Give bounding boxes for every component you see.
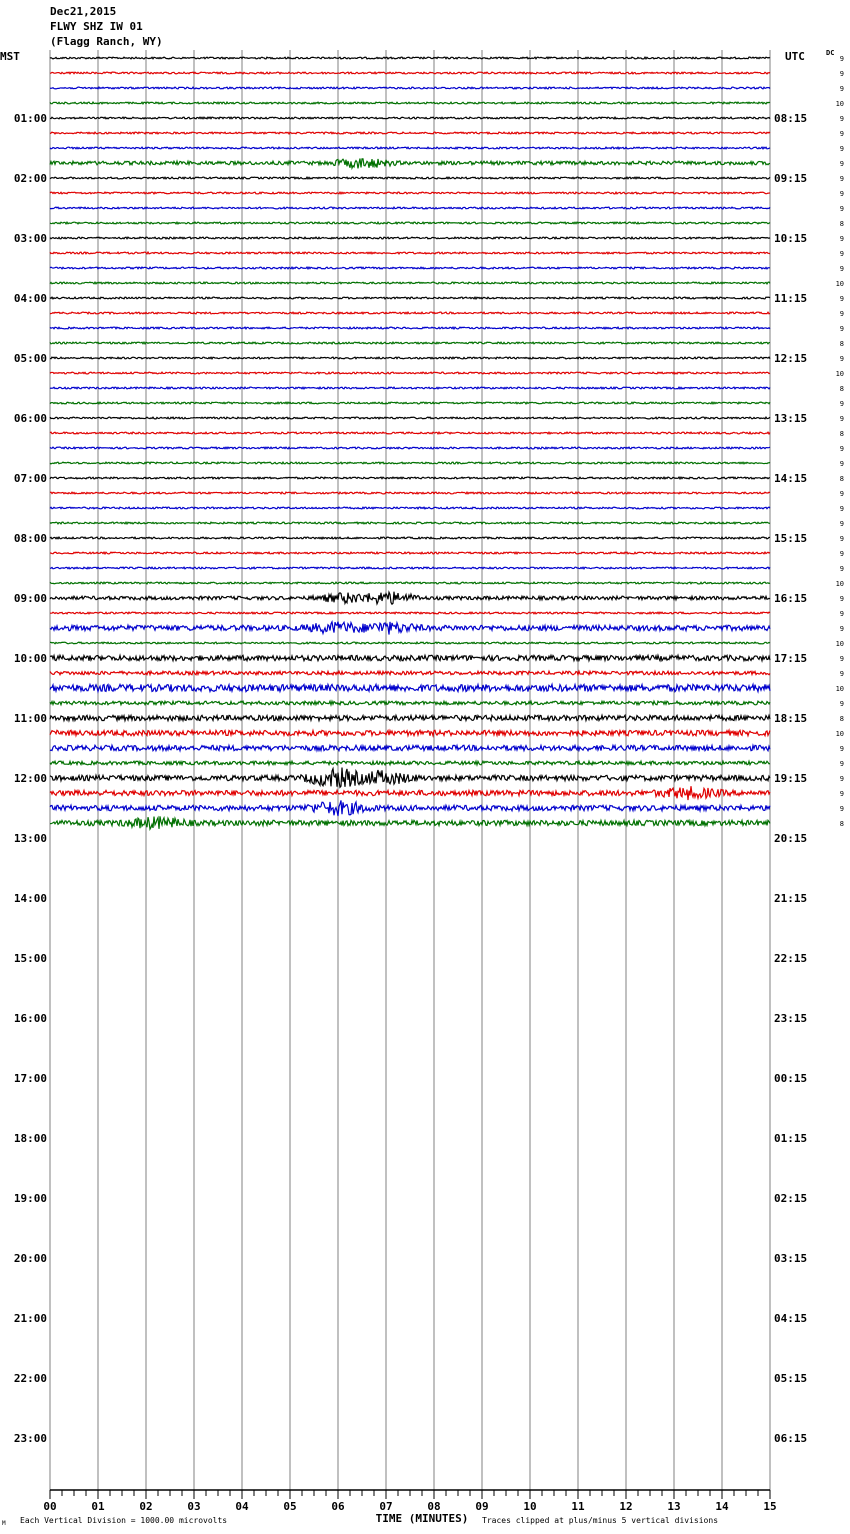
trace-38 [50, 622, 770, 635]
dc-offset-value: 9 [839, 775, 844, 783]
dc-offset-value: 10 [835, 640, 844, 648]
trace-9 [50, 192, 770, 194]
trace-22 [50, 387, 770, 389]
trace-5 [50, 132, 770, 134]
dc-offset-value: 9 [839, 790, 844, 798]
dc-offset-value: 10 [835, 370, 844, 378]
right-hour-label: 10:15 [774, 232, 808, 245]
trace-39 [50, 642, 770, 644]
dc-offset-value: 9 [839, 670, 844, 678]
dc-offset-value: 9 [839, 265, 844, 273]
dc-offset-value: 9 [839, 805, 844, 813]
left-hour-label: 07:00 [13, 472, 47, 485]
right-hour-label: 14:15 [774, 472, 808, 485]
dc-offset-value: 9 [839, 595, 844, 603]
minute-grid [50, 50, 770, 1490]
x-tick-label: 09 [475, 1500, 489, 1513]
trace-49 [50, 786, 770, 800]
left-hour-label: 16:00 [13, 1012, 47, 1025]
dc-offset-value: 8 [839, 220, 844, 228]
left-hour-label: 01:00 [13, 112, 47, 125]
trace-13 [50, 252, 770, 254]
trace-46 [50, 745, 770, 750]
left-hour-labels [14, 112, 47, 1445]
trace-42 [50, 684, 770, 691]
left-hour-label: 06:00 [13, 412, 47, 425]
right-hour-label: 19:15 [774, 772, 808, 785]
x-tick-label: 02 [139, 1500, 153, 1513]
dc-offset-value: 9 [839, 565, 844, 573]
dc-offset-value: 9 [839, 205, 844, 213]
right-hour-label: 00:15 [774, 1072, 808, 1085]
x-tick-label: 05 [283, 1500, 297, 1513]
trace-50 [50, 800, 770, 816]
left-hour-label: 18:00 [13, 1132, 47, 1145]
dc-offset-value: 8 [839, 475, 844, 483]
trace-12 [50, 237, 770, 239]
trace-51 [50, 816, 770, 829]
right-hour-label: 13:15 [774, 412, 808, 425]
dc-offset-value: 9 [839, 145, 844, 153]
x-tick-label: 10 [523, 1500, 537, 1513]
trace-1 [50, 72, 770, 74]
x-tick-label: 14 [715, 1500, 729, 1513]
dc-offset-value: 9 [839, 190, 844, 198]
dc-offset-value: 9 [839, 490, 844, 498]
right-hour-label: 16:15 [774, 592, 808, 605]
right-hour-label: 22:15 [774, 952, 808, 965]
left-hour-label: 03:00 [13, 232, 47, 245]
trace-layer [50, 57, 770, 829]
dc-offset-value: 9 [839, 400, 844, 408]
right-hour-label: 18:15 [774, 712, 808, 725]
trace-23 [50, 402, 770, 404]
dc-offset-value: 8 [839, 715, 844, 723]
dc-offset-labels [836, 55, 844, 828]
right-hour-label: 12:15 [774, 352, 808, 365]
dc-offset-value: 9 [839, 700, 844, 708]
right-hour-label: 08:15 [774, 112, 808, 125]
date-label: Dec21,2015 [50, 5, 117, 18]
left-hour-label: 02:00 [13, 172, 47, 185]
trace-32 [50, 537, 770, 539]
right-hour-label: 11:15 [774, 292, 808, 305]
trace-14 [50, 267, 770, 269]
dc-label: DC [826, 49, 835, 57]
right-hour-label: 03:15 [774, 1252, 808, 1265]
left-hour-label: 19:00 [13, 1192, 47, 1205]
x-tick-label: 08 [427, 1500, 441, 1513]
left-hour-label: 21:00 [13, 1312, 47, 1325]
right-hour-label: 23:15 [774, 1012, 808, 1025]
trace-3 [50, 102, 770, 104]
x-tick-label: 12 [619, 1500, 633, 1513]
dc-offset-value: 9 [839, 655, 844, 663]
left-hour-label: 11:00 [13, 712, 47, 725]
dc-offset-value: 9 [839, 235, 844, 243]
scale-note: Each Vertical Division = 1000.00 microvolts [20, 1516, 228, 1525]
dc-offset-value: 9 [839, 535, 844, 543]
dc-offset-value: 10 [835, 685, 844, 693]
trace-31 [50, 522, 770, 524]
left-hour-label: 22:00 [13, 1372, 47, 1385]
trace-10 [50, 207, 770, 209]
trace-36 [50, 592, 770, 604]
right-hour-label: 05:15 [774, 1372, 808, 1385]
left-hour-label: 20:00 [13, 1252, 47, 1265]
dc-offset-value: 9 [839, 460, 844, 468]
clip-note: Traces clipped at plus/minus 5 vertical divisions [482, 1516, 719, 1525]
right-hour-label: 21:15 [774, 892, 808, 905]
trace-35 [50, 582, 770, 584]
trace-28 [50, 477, 770, 479]
dc-offset-value: 10 [835, 730, 844, 738]
trace-2 [50, 87, 770, 89]
left-hour-label: 10:00 [13, 652, 47, 665]
trace-4 [50, 117, 770, 119]
x-tick-label: 11 [571, 1500, 585, 1513]
dc-offset-value: 9 [839, 160, 844, 168]
dc-offset-value: 10 [835, 580, 844, 588]
dc-offset-value: 8 [839, 430, 844, 438]
trace-37 [50, 612, 770, 614]
left-hour-label: 08:00 [13, 532, 47, 545]
left-hour-label: 04:00 [13, 292, 47, 305]
trace-15 [50, 282, 770, 284]
dc-offset-value: 9 [839, 505, 844, 513]
dc-offset-value: 9 [839, 520, 844, 528]
trace-47 [50, 761, 770, 765]
right-hour-label: 06:15 [774, 1432, 808, 1445]
dc-offset-value: 9 [839, 55, 844, 63]
left-hour-label: 17:00 [13, 1072, 47, 1085]
x-tick-label: 15 [763, 1500, 777, 1513]
left-hour-label: 23:00 [13, 1432, 47, 1445]
left-hour-label: 12:00 [13, 772, 47, 785]
trace-26 [50, 447, 770, 449]
station-label: FLWY SHZ IW 01 [50, 20, 143, 33]
x-tick-label: 04 [235, 1500, 249, 1513]
trace-17 [50, 312, 770, 314]
left-timezone-label: MST [0, 50, 20, 63]
dc-offset-value: 8 [839, 820, 844, 828]
left-hour-label: 15:00 [13, 952, 47, 965]
trace-25 [50, 432, 770, 434]
dc-offset-value: 9 [839, 610, 844, 618]
trace-45 [50, 730, 770, 735]
dc-offset-value: 8 [839, 340, 844, 348]
x-axis-title: TIME (MINUTES) [375, 1512, 469, 1525]
corner-mark: M [2, 1520, 6, 1527]
dc-offset-value: 9 [839, 325, 844, 333]
dc-offset-value: 9 [839, 355, 844, 363]
right-hour-label: 15:15 [774, 532, 808, 545]
x-tick-label: 01 [91, 1500, 105, 1513]
trace-30 [50, 507, 770, 509]
trace-48 [50, 768, 770, 788]
left-hour-label: 14:00 [13, 892, 47, 905]
trace-24 [50, 417, 770, 419]
left-hour-label: 13:00 [13, 832, 47, 845]
dc-offset-value: 9 [839, 70, 844, 78]
trace-29 [50, 492, 770, 494]
trace-41 [50, 671, 770, 675]
right-hour-label: 04:15 [774, 1312, 808, 1325]
trace-18 [50, 327, 770, 329]
x-axis [43, 1490, 776, 1513]
trace-21 [50, 372, 770, 374]
trace-34 [50, 567, 770, 569]
dc-offset-value: 8 [839, 385, 844, 393]
trace-20 [50, 357, 770, 359]
trace-27 [50, 462, 770, 464]
trace-11 [50, 222, 770, 224]
x-tick-label: 00 [43, 1500, 57, 1513]
left-hour-label: 09:00 [13, 592, 47, 605]
trace-7 [50, 159, 770, 169]
left-hour-label: 05:00 [13, 352, 47, 365]
right-timezone-label: UTC [785, 50, 805, 63]
trace-44 [50, 715, 770, 720]
x-tick-label: 07 [379, 1500, 393, 1513]
dc-offset-value: 9 [839, 130, 844, 138]
right-hour-label: 09:15 [774, 172, 808, 185]
right-hour-label: 20:15 [774, 832, 808, 845]
dc-offset-value: 10 [835, 100, 844, 108]
dc-offset-value: 9 [839, 445, 844, 453]
x-tick-label: 13 [667, 1500, 681, 1513]
dc-offset-value: 9 [839, 745, 844, 753]
dc-offset-value: 9 [839, 175, 844, 183]
x-tick-label: 03 [187, 1500, 201, 1513]
x-tick-label: 06 [331, 1500, 345, 1513]
trace-0 [50, 57, 770, 59]
dc-offset-value: 10 [835, 280, 844, 288]
dc-offset-value: 9 [839, 115, 844, 123]
right-hour-label: 02:15 [774, 1192, 808, 1205]
trace-8 [50, 177, 770, 179]
dc-offset-value: 9 [839, 85, 844, 93]
trace-33 [50, 552, 770, 554]
location-label: (Flagg Ranch, WY) [50, 35, 163, 48]
trace-16 [50, 297, 770, 299]
right-hour-label: 17:15 [774, 652, 808, 665]
dc-offset-value: 9 [839, 625, 844, 633]
dc-offset-value: 9 [839, 310, 844, 318]
right-hour-labels [774, 112, 807, 1445]
dc-offset-value: 9 [839, 760, 844, 768]
trace-40 [50, 655, 770, 660]
dc-offset-value: 9 [839, 250, 844, 258]
dc-offset-value: 9 [839, 415, 844, 423]
dc-offset-value: 9 [839, 550, 844, 558]
trace-43 [50, 701, 770, 705]
right-hour-label: 01:15 [774, 1132, 808, 1145]
trace-19 [50, 342, 770, 344]
trace-6 [50, 147, 770, 149]
dc-offset-value: 9 [839, 295, 844, 303]
